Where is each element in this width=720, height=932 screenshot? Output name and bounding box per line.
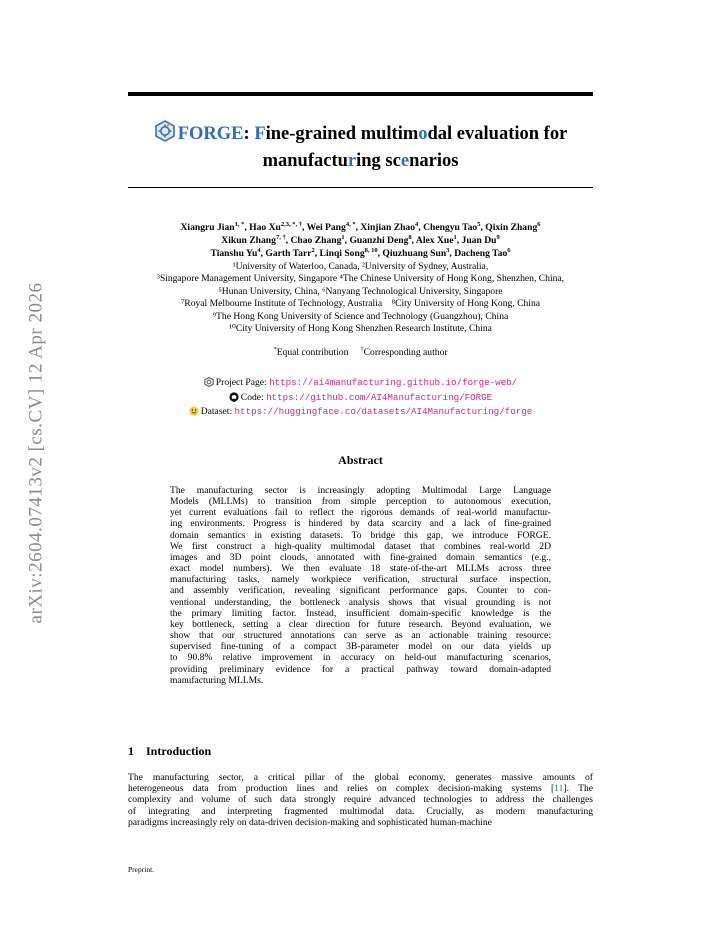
title-fragment: e	[400, 151, 410, 171]
section-number: 1	[128, 744, 134, 758]
abstract-line: the primary limiting factor. Instead, insufficient domain-specific knowledge is the	[170, 607, 551, 619]
abstract-line: key bottleneck, setting a clear direction for future research. Beyond evaluation, we	[170, 618, 551, 630]
abstract-heading: Abstract	[338, 453, 383, 467]
intro-line: paradigms increasingly rely on data-driven decision-making and sophisticated human-machine	[128, 816, 492, 828]
author-row: Xiangru Jian$^{1, *}$, Hao $Xu^{2,3, *, \dagger}$, Wei Pang$^{4, *}$, Xinjian Zhao$^4$, Chengyu Tao$^5$, Qixin Zhang$^6$	[180, 220, 541, 233]
title-line-2	[128, 149, 593, 173]
author-name: Hao Xu	[249, 222, 281, 233]
preprint-footer: Preprint.	[128, 865, 155, 874]
code-label: Code:	[240, 391, 264, 403]
hexagon-gear-icon	[154, 120, 176, 149]
author-affiliation-marker: 1	[341, 233, 345, 241]
abstract-line: ing environments. Progress is hindered by data scarcity and a lack of fine-grained	[170, 518, 551, 530]
author-name: Xikun Zhang	[221, 235, 276, 246]
dataset-label: Dataset:	[200, 406, 233, 418]
author-affiliation-marker: 5	[477, 220, 481, 228]
intro-line: The manufacturing sector, a critical pillar of the global economy, generates massive amounts of	[128, 772, 593, 783]
citation-link[interactable]: 11	[554, 783, 564, 795]
paper-title	[128, 120, 593, 173]
abstract-line: providing preliminary evidence for a practical pathway toward domain-adapted	[170, 663, 551, 675]
affiliation-line: ³Singapore Management University, Singapore ⁴The Chinese University of Hong Kong, Shenzhen, China,	[156, 273, 565, 285]
author-name: Tianshu Yu	[210, 248, 258, 259]
author-name: Chengyu Tao	[423, 222, 478, 233]
title-fragment: sc	[385, 151, 401, 171]
abstract-line: show that our structured annotations can serve as an actionable training resource:	[170, 630, 551, 642]
github-icon	[229, 392, 239, 407]
abstract-line: exact model numbers). We then evaluate 18 state-of-the-art MLLMs across three	[170, 563, 551, 575]
introduction-body	[128, 772, 593, 828]
abstract-line: manufacturing MLLMs.	[170, 674, 264, 686]
title-fragment: F	[177, 124, 190, 144]
code-link[interactable]: https://github.com/AI4Manufacturing/FORGE	[266, 391, 493, 403]
author-name: Garth Tarr	[265, 248, 312, 259]
author-notes: *Equal contribution †Corresponding author	[273, 345, 448, 358]
affiliation-line: ⁷Royal Melbourne Institute of Technology, Australia ⁸City University of Hong Kong, China	[180, 298, 541, 310]
title-bottom-rule	[128, 187, 593, 188]
title-fragment: ing	[356, 151, 386, 171]
abstract-line: We first construct a high-quality multimodal dataset that combines real-world 2D	[170, 540, 551, 552]
title-fragment: ORGE	[189, 124, 244, 144]
author-affiliation-marker: 7, †	[275, 233, 286, 241]
abstract-line: The manufacturing sector is increasingly adopting Multimodal Large Language	[170, 485, 551, 496]
resource-links	[128, 377, 593, 421]
author-affiliation-marker: 4	[415, 220, 419, 228]
affiliation-line: ⁵Hunan University, China, ⁶Nanyang Technological University, Singapore	[218, 285, 503, 297]
dataset-link[interactable]: https://huggingface.co/datasets/AI4Manufacturing/forge	[234, 406, 533, 418]
author-name: Wei Pang	[306, 222, 346, 233]
affiliation-list	[118, 261, 603, 335]
author-affiliation-marker: 3	[446, 246, 450, 254]
abstract-body	[170, 485, 551, 686]
author-affiliation-marker: 6	[507, 246, 511, 254]
intro-line: complexity and volume of such data strongly require advanced technologies to address the challenges	[128, 794, 593, 806]
author-name: Xiangru Jian	[180, 222, 235, 233]
abstract-line: yet current evaluations fail to reflect the rigorous demands of real-world manufactur-	[170, 507, 551, 519]
abstract-line: and assembly verification, revealing significant performance gaps. Counter to con-	[170, 585, 551, 597]
section-title: Introduction	[146, 744, 212, 758]
abstract-line: manufacturing tasks, namely workpiece verification, structural surface inspection,	[170, 574, 551, 586]
hugging-face-icon	[189, 406, 199, 421]
project-page-link[interactable]: https://ai4manufacturing.github.io/forge-web/	[269, 377, 518, 388]
arxiv-side-identifier	[20, 258, 52, 648]
title-fragment: ine-grained multim	[265, 124, 419, 144]
abstract-line: ventional understanding, the bottleneck analysis shows that visual grounding is not	[170, 596, 551, 608]
title-fragment: :	[243, 124, 255, 144]
title-fragment: o	[418, 124, 428, 144]
abstract-line: supervised fine-tuning of a compact 3B-parameter model on our data yields up	[170, 641, 551, 653]
author-affiliation-marker: 2,3, *, †	[280, 220, 303, 228]
author-affiliation-marker: 6	[537, 220, 541, 228]
affiliation-line: ¹University of Waterloo, Canada, ²University of Sydney, Australia,	[232, 261, 489, 272]
author-name: Chao Zhang	[290, 235, 342, 246]
affiliation-line: ¹⁰City University of Hong Kong Shenzhen Research Institute, China	[229, 323, 492, 335]
author-affiliation-marker: 4	[257, 246, 261, 254]
top-rule	[128, 92, 593, 96]
title-line-1	[128, 120, 593, 149]
title-fragment: r	[347, 151, 357, 171]
author-affiliation-marker: 1	[453, 233, 457, 241]
author-affiliation-marker: 8, 10	[364, 246, 378, 254]
abstract-line: domain semantics in existing datasets. To bridge this gap, we introduce FORGE.	[170, 529, 551, 541]
abstract-line: to 90.8% relative improvement in accuracy on held-out manufacturing scenarios,	[170, 652, 551, 664]
author-affiliation-marker: 2	[311, 246, 315, 254]
author-name: Guanzhi Deng	[349, 235, 409, 246]
title-fragment: dal evaluation for	[427, 124, 568, 144]
author-name: Alex Xue	[415, 235, 454, 246]
project-page-label: Project Page:	[215, 377, 267, 388]
introduction-heading	[128, 744, 211, 759]
project-hexagon-icon	[204, 377, 214, 392]
title-fragment: F	[254, 124, 266, 144]
author-row: Tianshu Yu$^4$, Garth Tarr$^2$, Linqi Song$^{8, 10}$, Qiuzhuang Sun$^3$, Dacheng Tao$^6$	[210, 246, 511, 259]
author-name: Qixin Zhang	[485, 222, 538, 233]
author-list	[128, 221, 593, 260]
title-fragment: narios	[409, 151, 459, 171]
project-page-row	[128, 377, 593, 392]
intro-line: of integrating and interpreting fragmented multimodal data. Crucially, as modern manufacturing	[128, 805, 593, 817]
author-affiliation-marker: 4, *	[345, 220, 356, 228]
intro-line: heterogeneous data from production lines and relies on complex decision-making systems [11]. The	[128, 783, 593, 795]
author-name: Qiuzhuang Sun	[382, 248, 447, 259]
author-name: Xinjian Zhao	[360, 222, 416, 233]
author-affiliation-marker: 9	[496, 233, 500, 241]
dataset-row	[128, 406, 593, 421]
equal-contribution-note: Equal contribution	[276, 347, 349, 358]
author-row: Xikun Zhang$^{7, \dagger}$, Chao Zhang$^1$, Guanzhi Deng$^8$, Alex Xue$^1$, Juan Du$^9$	[221, 233, 500, 246]
author-name: Juan Du	[461, 235, 497, 246]
title-fragment: manufactu	[262, 151, 348, 171]
abstract-line: Models (MLLMs) to transition from simple perception to autonomous execution,	[170, 496, 551, 508]
code-row	[128, 392, 593, 407]
author-affiliation-marker: 8	[408, 233, 412, 241]
author-affiliation-marker: 1, *	[234, 220, 245, 228]
affiliation-line: ⁹The Hong Kong University of Science and Technology (Guangzhou), China	[212, 310, 509, 322]
arxiv-id-text: arXiv:2604.07413v2 [cs.CV] 12 Apr 2026	[25, 282, 47, 624]
author-name: Linqi Song	[319, 248, 365, 259]
author-name: Dacheng Tao	[454, 248, 508, 259]
abstract-line: images and 3D point clouds, annotated with fine-grained domain semantics (e.g.,	[170, 551, 551, 563]
corresponding-author-note: Corresponding author	[363, 347, 448, 358]
